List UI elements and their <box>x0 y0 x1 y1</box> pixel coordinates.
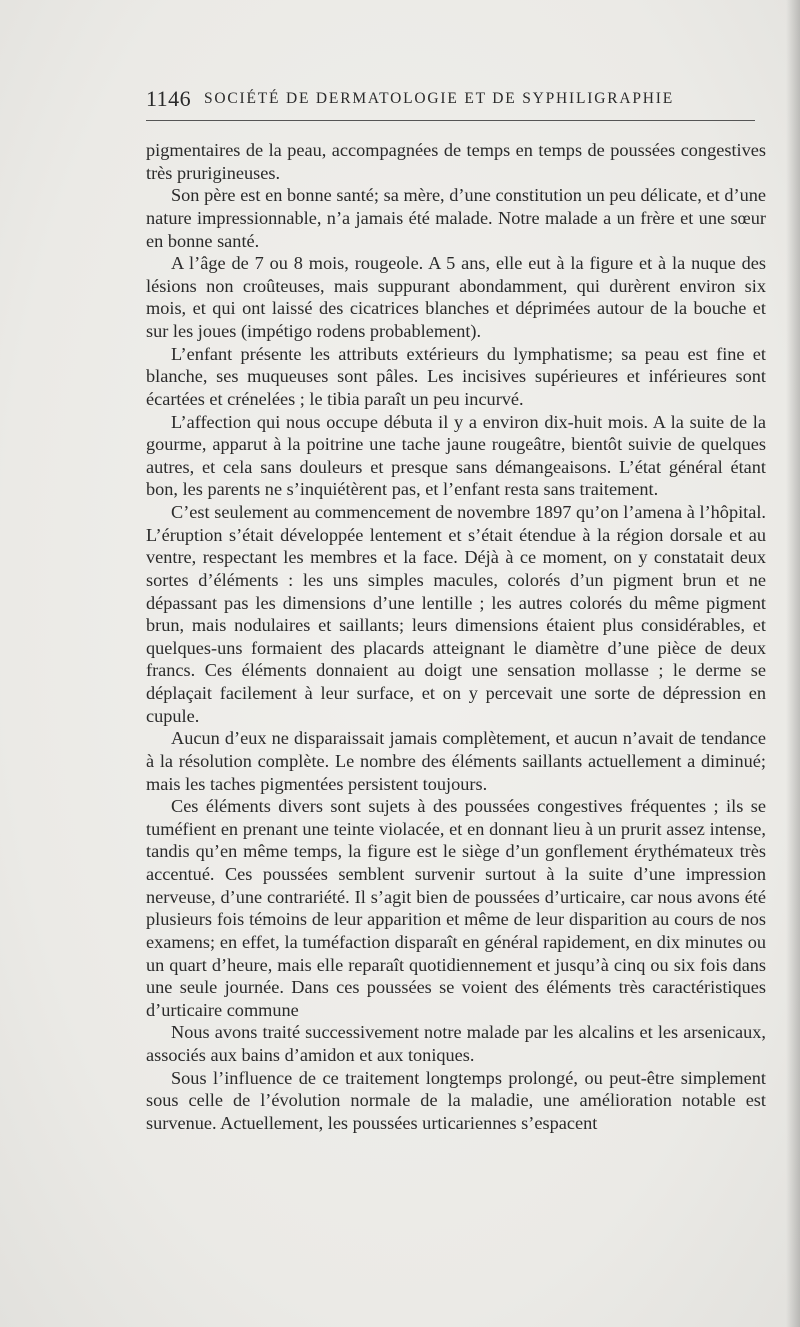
paragraph-onset: L’affection qui nous occupe débuta il y a environ dix-huit mois. A la suite de la gourme, apparut à la poitrine une tache jaune rougeâtre, bientôt suivie de quelques autres, et cela sans douleurs et presque sans démangeaisons. L’état général étant bon, les parents ne s’inquiétèrent pas, et l’enfant resta sans traitement. <box>146 411 766 500</box>
running-title: SOCIÉTÉ DE DERMATOLOGIE ET DE SYPHILIGRAPHIE <box>204 90 674 107</box>
page-number: 1146 <box>146 86 192 111</box>
paragraph-parents: Son père est en bonne santé; sa mère, d’une constitution un peu délicate, et d’une nature impressionnable, n’a jamais été malade. Notre malade a un frère et une sœur en bonne santé. <box>146 185 766 251</box>
paragraph-lymphatism: L’enfant présente les attributs extérieurs du lymphatisme; sa peau est fine et blanche, ses muqueuses sont pâles. Les incisives supérieures et inférieures sont écartées et crénelées ; le tibia paraît un peu incurvé. <box>146 343 766 409</box>
page-edge-shadow <box>786 0 800 1327</box>
running-head <box>146 86 766 112</box>
paragraph-urticaria: Ces éléments divers sont sujets à des poussées congestives fréquentes ; ils se tuméfient en prenant une teinte violacée, et en donnant lieu à un prurit assez intense, tandis qu’en même temps, la figure est le siège d’un gonflement érythémateux très accentué. Ces poussées semblent survenir surtout à la suite d’une impression nerveuse, d’une contrariété. Il s’agit bien de poussées d’urticaire, car nous avons été plusieurs fois témoins de leur apparition et même de leur disparition au cours de nos examens; en effet, la tuméfaction disparaît en général rapidement, en dix minutes ou un quart d’heure, mais elle reparaît quotidiennement et jusqu’à cinq ou six fois dans une seule journée. Dans ces poussées se voient des éléments très caractéristiques d’urticaire commune <box>146 796 766 1020</box>
paragraph-treatment: Nous avons traité successivement notre malade par les alcalins et les arsenicaux, associés aux bains d’amidon et aux toniques. <box>146 1022 766 1065</box>
body-text <box>146 139 766 1135</box>
paragraph-history: A l’âge de 7 ou 8 mois, rougeole. A 5 ans, elle eut à la figure et à la nuque des lésions non croûteuses, mais suppurant abondamment, qui durèrent environ six mois, et qui ont laissé des cicatrices blanches et déprimées autour de la bouche et sur les joues (impétigo rodens probablement). <box>146 253 766 341</box>
paragraph-continuation: pigmentaires de la peau, accompagnées de temps en temps de poussées congestives très prurigineuses. <box>146 140 766 183</box>
header-rule <box>146 120 755 121</box>
paragraph-persistence: Aucun d’eux ne disparaissait jamais complètement, et aucun n’avait de tendance à la résolution complète. Le nombre des éléments saillants actuellement a diminué; mais les taches pigmentées persistent toujours. <box>146 728 766 794</box>
paragraph-hospital: C’est seulement au commencement de novembre 1897 qu’on l’amena à l’hôpital. L’éruption s’était développée lentement et s’était étendue à la région dorsale et au ventre, respectant les membres et la face. Déjà à ce moment, on y constatait deux sortes d’éléments : les uns simples macules, colorés d’un pigment brun et ne dépassant pas les dimensions d’une lentille ; les autres colorés du même pigment brun, mais nodulaires et saillants; leurs dimensions étaient plus considérables, et quelques-uns formaient des placards atteignant le diamètre d’une pièce de deux francs. Ces éléments donnaient au doigt une sensation mollasse ; le derme se déplaçait facilement à leur surface, et on y percevait une sorte de dépression en cupule. <box>146 502 766 726</box>
paragraph-improvement: Sous l’influence de ce traitement longtemps prolongé, ou peut-être simplement sous celle de l’évolution normale de la maladie, une amélioration notable est survenue. Actuellement, les poussées urticariennes s’espacent <box>146 1067 766 1133</box>
